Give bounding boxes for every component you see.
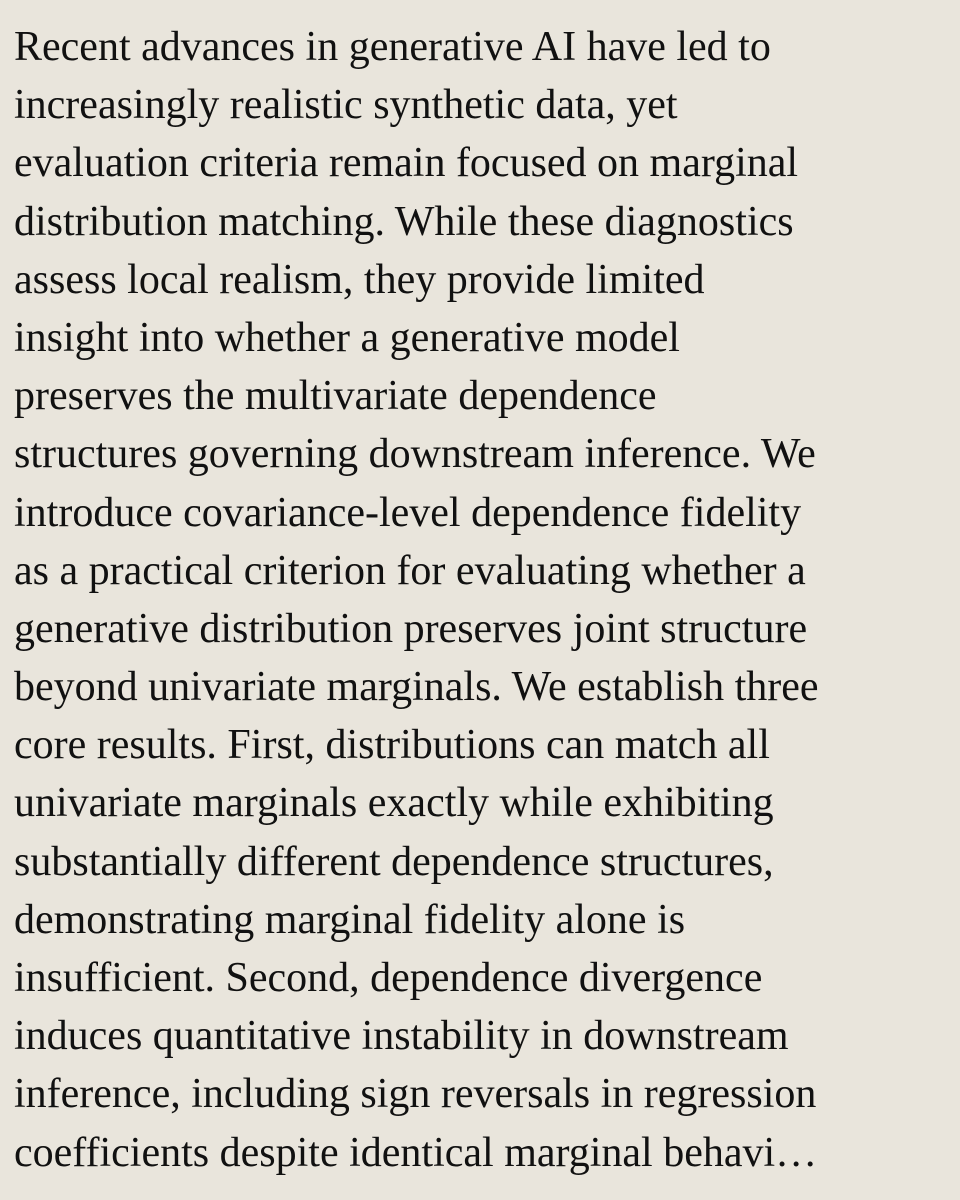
text-line: evaluation criteria remain focused on marginal xyxy=(14,140,799,187)
abstract-paragraph xyxy=(14,18,950,1182)
text-line: assess local realism, they provide limited xyxy=(14,256,705,303)
text-line: increasingly realistic synthetic data, yet xyxy=(14,82,678,129)
text-line: structures governing downstream inference. We xyxy=(14,431,816,478)
text-line: Recent advances in generative AI have led to xyxy=(14,24,771,70)
text-line: univariate marginals exactly while exhibiting xyxy=(14,780,774,827)
text-line: as a practical criterion for evaluating whether a xyxy=(14,547,806,594)
text-line: coefficients despite identical marginal behavi… xyxy=(14,1129,818,1176)
text-line: introduce covariance-level dependence fidelity xyxy=(14,489,802,536)
text-line: distribution matching. While these diagnostics xyxy=(14,198,794,245)
text-line: substantially different dependence structures, xyxy=(14,838,774,885)
text-line: inference, including sign reversals in regression xyxy=(14,1071,817,1118)
text-line: generative distribution preserves joint structure xyxy=(14,605,808,652)
text-line: insight into whether a generative model xyxy=(14,314,680,361)
text-line: demonstrating marginal fidelity alone is xyxy=(14,896,686,943)
text-line: beyond univariate marginals. We establish three xyxy=(14,664,819,711)
text-line: core results. First, distributions can match all xyxy=(14,722,770,769)
text-line: insufficient. Second, dependence divergence xyxy=(14,955,763,1001)
text-line: preserves the multivariate dependence xyxy=(14,373,657,420)
text-line: induces quantitative instability in downstream xyxy=(14,1013,789,1060)
